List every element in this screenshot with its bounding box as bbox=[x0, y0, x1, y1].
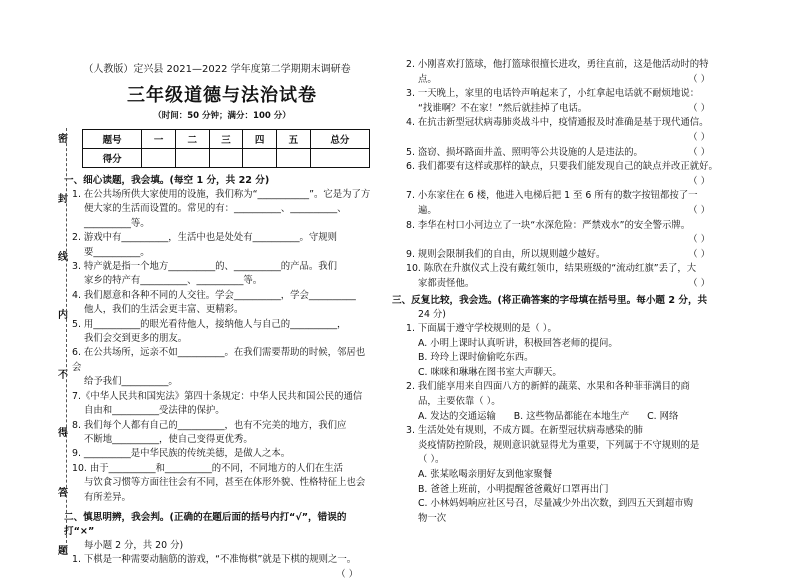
question-text: 5. 盗窃、损坏路面井盖、照明等公共设施的人是违法的。 bbox=[406, 146, 643, 158]
question-line: 他人，我们的生活会更丰富、更精彩。 bbox=[84, 304, 244, 316]
score-header-cell: 四 bbox=[243, 130, 277, 149]
score-table bbox=[82, 129, 370, 168]
binding-char: 答 bbox=[58, 488, 68, 499]
right-column bbox=[392, 58, 724, 526]
choice-option: A. 小明上课时认真听讲，积极回答老师的提问。 bbox=[418, 337, 618, 349]
question-line: 自由和__________受法律的保护。 bbox=[84, 405, 225, 417]
choice-option: A. 发达的交通运输 B. 这些物品都能在本地生产 C. 网络 bbox=[418, 410, 679, 422]
question-line bbox=[406, 248, 724, 263]
question-line bbox=[406, 73, 724, 88]
choice-option: B. 玲玲上课时偷偷吃东西。 bbox=[418, 352, 534, 364]
choice-option: A. 张某吆喝亲朋好友到他家聚餐 bbox=[418, 469, 553, 481]
question-line: 7. 小东家住在 6 楼，他进入电梯后把 1 至 6 所有的数字按钮都按了一 bbox=[406, 190, 698, 202]
answer-parentheses[interactable]: （ ） bbox=[688, 248, 710, 260]
question-line bbox=[406, 204, 724, 219]
question-line: 我们会交到更多的朋友。 bbox=[84, 333, 188, 345]
binding-char: 线 bbox=[58, 252, 68, 263]
question-line: 4. 在抗击新型冠状病毒肺炎战斗中，疫情通报及时准确是基于现代通信。 bbox=[406, 117, 709, 129]
score-header-cell: 三 bbox=[209, 130, 243, 149]
section-3-title-cont: 24 分) bbox=[418, 308, 446, 320]
question-line bbox=[406, 277, 724, 292]
question-line: 与饮食习惯等方面往往会有不同，甚至在体形外貌、性格特征上也会 bbox=[84, 477, 366, 489]
score-header-cell: 题号 bbox=[83, 130, 142, 149]
score-cell[interactable] bbox=[243, 149, 277, 168]
question-text: 家都责怪他。 bbox=[418, 277, 475, 289]
answer-parentheses[interactable]: （ ） bbox=[688, 234, 710, 246]
question-line: 便大家的生活而设置的。常见的有：__________、__________、 bbox=[84, 203, 347, 215]
question-line: 7.《中华人民共和国宪法》第四十条规定：中华人民共和国公民的通信 bbox=[72, 390, 363, 402]
question-line: 不断地__________，使自己变得更优秀。 bbox=[84, 433, 253, 445]
question-line: 有所差异。 bbox=[84, 491, 131, 503]
binding-char: 不 bbox=[58, 370, 68, 381]
question-line: 8. 我们每个人都有自己的__________，也有不完美的地方，我们应 bbox=[72, 419, 347, 431]
score-header-cell: 一 bbox=[142, 130, 176, 149]
exam-time-score: （时间：50 分钟；满分：100 分） bbox=[153, 111, 291, 121]
choice-option: 物一次 bbox=[418, 512, 447, 524]
question-line: 1. 下棋是一种需要动脑筋的游戏，“不准悔棋”就是下棋的规则之一。 bbox=[72, 554, 357, 566]
score-cell[interactable] bbox=[310, 149, 369, 168]
choice-question: 2. 我们能享用来自四面八方的新鲜的蔬菜、水果和各种菲菲满目的商 bbox=[406, 381, 690, 393]
choice-question: 1. 下面属于遵守学校规则的是（ ）。 bbox=[406, 323, 557, 335]
section-3-title: 三、反复比较，我会选。(将正确答案的字母填在括号里。每小题 2 分，共 bbox=[392, 294, 708, 306]
score-cell[interactable] bbox=[142, 149, 176, 168]
binding-char: 得 bbox=[58, 428, 68, 439]
question-line: 8. 李华在村口小河边立了一块“水深危险：严禁戏水”的安全警示牌。 bbox=[406, 219, 691, 231]
binding-char: 密 bbox=[58, 134, 68, 145]
question-line: 3. 特产就是指一个地方__________的、__________的产品。我们 bbox=[72, 261, 338, 273]
answer-parentheses[interactable]: （ ） bbox=[688, 175, 710, 187]
choice-question: 3. 生活处处有规则，不成方圆。在新型冠状病毒感染的肺 bbox=[406, 425, 643, 437]
exam-header: （人教版）定兴县 2021—2022 学年度第二学期期末调研卷 bbox=[83, 64, 351, 75]
question-line: 5. 用__________的眼光看待他人，接纳他人与自己的__________， bbox=[72, 318, 347, 330]
question-line: 给予我们__________。 bbox=[84, 376, 178, 388]
question-text: 点。 bbox=[418, 73, 437, 85]
section-1-title: 一、细心读题，我会填。(每空 1 分，共 22 分) bbox=[64, 175, 270, 186]
question-line bbox=[406, 102, 724, 117]
question-line: 3. 一天晚上，家里的电话铃声响起来了，小红拿起电话就不耐烦地说： bbox=[406, 88, 700, 100]
question-text: “找谁啊？不在家！”然后就挂掉了电话。 bbox=[418, 102, 588, 114]
score-cell[interactable] bbox=[277, 149, 311, 168]
score-table-header-row bbox=[83, 130, 370, 149]
section-1-questions bbox=[72, 188, 372, 505]
answer-parentheses[interactable]: （ ） bbox=[688, 146, 710, 158]
binding-char: 内 bbox=[58, 310, 68, 321]
question-line: 1. 在公共场所供大家使用的设施，我们称为“___________”。它是为了方 bbox=[72, 189, 371, 200]
binding-char: 封 bbox=[58, 194, 68, 205]
question-line: 4. 我们愿意和各种不同的人交往。学会__________，学会__________ bbox=[72, 289, 356, 301]
question-line: 家乡的特产有__________、__________等。 bbox=[84, 275, 263, 287]
question-line: 2. 游戏中有__________，生活中也是处处有__________。守规则 bbox=[72, 232, 338, 244]
choice-option: C. 咪咪和琳琳在图书室大声聊天。 bbox=[418, 366, 562, 378]
section-2-title-cont: 每小题 2 分，共 20 分) bbox=[84, 539, 184, 551]
score-table-score-row bbox=[83, 149, 370, 168]
question-line: 2. 小刚喜欢打篮球，他打篮球很擅长进攻，勇往直前，这是他活动时的特 bbox=[406, 59, 709, 70]
answer-parentheses[interactable]: （ ） bbox=[688, 277, 710, 289]
question-line: 10. 陈欣在升旗仪式上没有戴红领巾，结果班级的“流动红旗”丢了，大 bbox=[406, 263, 697, 275]
binding-line bbox=[66, 128, 67, 548]
question-text: 遍。 bbox=[418, 204, 437, 216]
page-title: 三年级道德与法治试卷 bbox=[127, 85, 317, 106]
question-line: 6. 我们都要有这样或那样的缺点，只要我们能发现自己的缺点并改正就好。 bbox=[406, 161, 718, 173]
score-row-label: 得分 bbox=[83, 149, 142, 168]
score-cell[interactable] bbox=[209, 149, 243, 168]
question-line: 9. __________是中华民族的传统美德，是做人之本。 bbox=[72, 448, 291, 460]
question-line: 要__________。 bbox=[84, 246, 150, 258]
score-cell[interactable] bbox=[175, 149, 209, 168]
answer-parentheses[interactable]: （ ） bbox=[688, 73, 710, 85]
question-line bbox=[406, 146, 724, 161]
question-line: 10. 由于__________和__________的不同，不同地方的人们在生活 bbox=[72, 462, 344, 474]
score-header-cell: 二 bbox=[175, 130, 209, 149]
answer-parentheses[interactable]: （ ） bbox=[688, 102, 710, 114]
section-2-title: 二、慎思明辨，我会判。(正确的在题后面的括号内打“√”，错误的打“×” bbox=[64, 511, 347, 537]
question-text: 9. 规则会限制我们的自由，所以规则越少越好。 bbox=[406, 248, 606, 260]
choice-question: 品，主要依靠（ ）。 bbox=[418, 396, 501, 408]
answer-parentheses[interactable]: （ ） bbox=[688, 131, 710, 143]
binding-char: 题 bbox=[58, 546, 68, 557]
score-header-cell: 总分 bbox=[310, 130, 369, 149]
question-line: 6. 在公共场所，远亲不如__________。在我们需要帮助的时候，邻居也会 bbox=[72, 347, 366, 373]
choice-option: B. 爸爸上班前，小明提醒爸爸戴好口罩再出门 bbox=[418, 483, 609, 495]
left-column bbox=[64, 60, 372, 582]
score-header-cell: 五 bbox=[277, 130, 311, 149]
choice-option: C. 小林妈妈响应社区号召，尽量减少外出次数，到四五天到超市购 bbox=[418, 498, 694, 510]
answer-parentheses[interactable]: （ ） bbox=[688, 204, 710, 216]
choice-question: （ ）。 bbox=[418, 454, 445, 466]
question-line: __________等。 bbox=[84, 217, 150, 229]
choice-question: 炎疫情防控阶段，规则意识就显得尤为重要，下列属于不守规则的是 bbox=[418, 439, 700, 451]
answer-parentheses[interactable]: （ ） bbox=[336, 568, 358, 580]
